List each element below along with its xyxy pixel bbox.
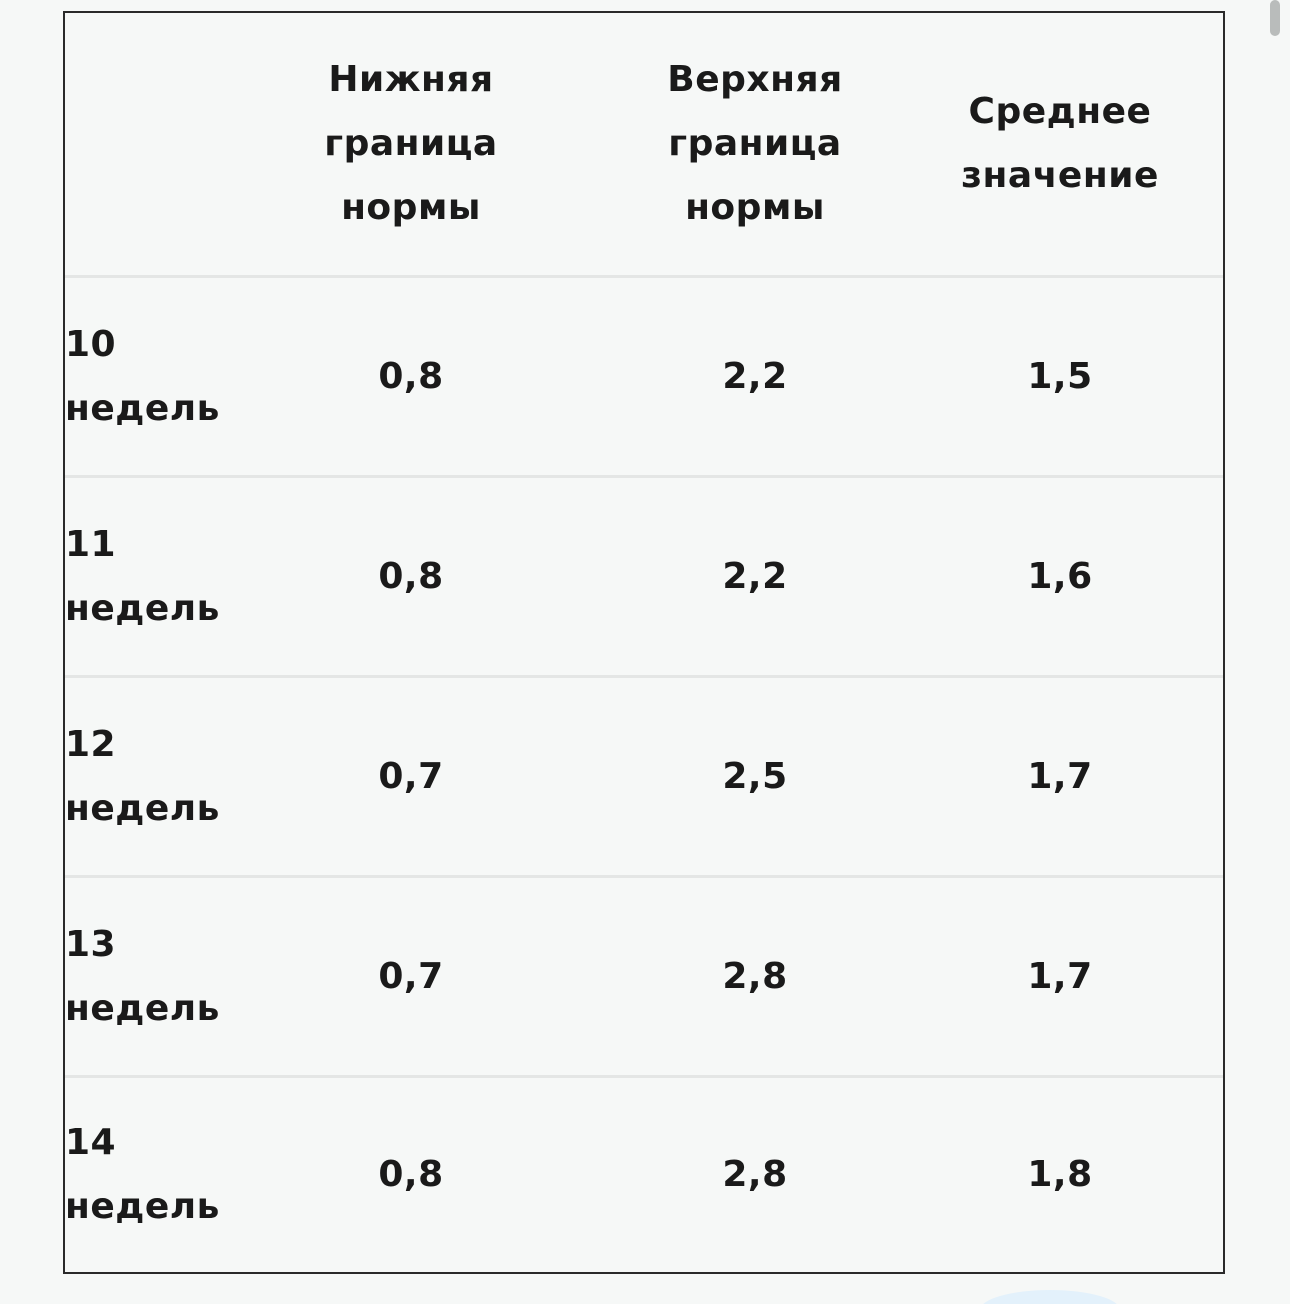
row-label: 11 недель xyxy=(65,523,220,629)
mean-value: 1,6 xyxy=(1027,555,1093,597)
table-row xyxy=(65,678,1223,875)
upper-bound-value: 2,2 xyxy=(722,555,788,597)
lower-bound-value: 0,8 xyxy=(378,1154,444,1195)
vertical-scrollbar[interactable] xyxy=(1270,0,1280,36)
header-upper-bound: Верхняя граница нормы xyxy=(667,59,843,228)
row-label: 12 недель xyxy=(65,723,220,829)
decorative-shape xyxy=(980,1290,1120,1304)
mean-value: 1,5 xyxy=(1027,355,1093,397)
table-row xyxy=(65,1078,1223,1272)
table-row xyxy=(65,878,1223,1075)
lower-bound-value: 0,7 xyxy=(378,955,444,997)
upper-bound-value: 2,8 xyxy=(722,1154,788,1195)
lower-bound-value: 0,8 xyxy=(378,555,444,597)
mean-value: 1,7 xyxy=(1027,955,1093,997)
table-row xyxy=(65,278,1223,475)
upper-bound-value: 2,8 xyxy=(722,955,788,997)
upper-bound-value: 2,5 xyxy=(722,755,788,797)
table-row xyxy=(65,478,1223,675)
header-cell-empty xyxy=(65,13,265,275)
lower-bound-value: 0,8 xyxy=(378,355,444,397)
row-label: 10 недель xyxy=(65,323,220,429)
mean-value: 1,7 xyxy=(1027,755,1093,797)
lower-bound-value: 0,7 xyxy=(378,755,444,797)
table-header-row xyxy=(65,13,1223,275)
norms-table xyxy=(63,11,1225,1274)
header-lower-bound: Нижняя граница нормы xyxy=(324,59,498,228)
mean-value: 1,8 xyxy=(1027,1154,1093,1195)
row-label: 14 недель xyxy=(65,1122,220,1227)
row-label: 13 недель xyxy=(65,923,220,1029)
header-mean-value: Среднее значение xyxy=(961,91,1159,196)
upper-bound-value: 2,2 xyxy=(722,355,788,397)
